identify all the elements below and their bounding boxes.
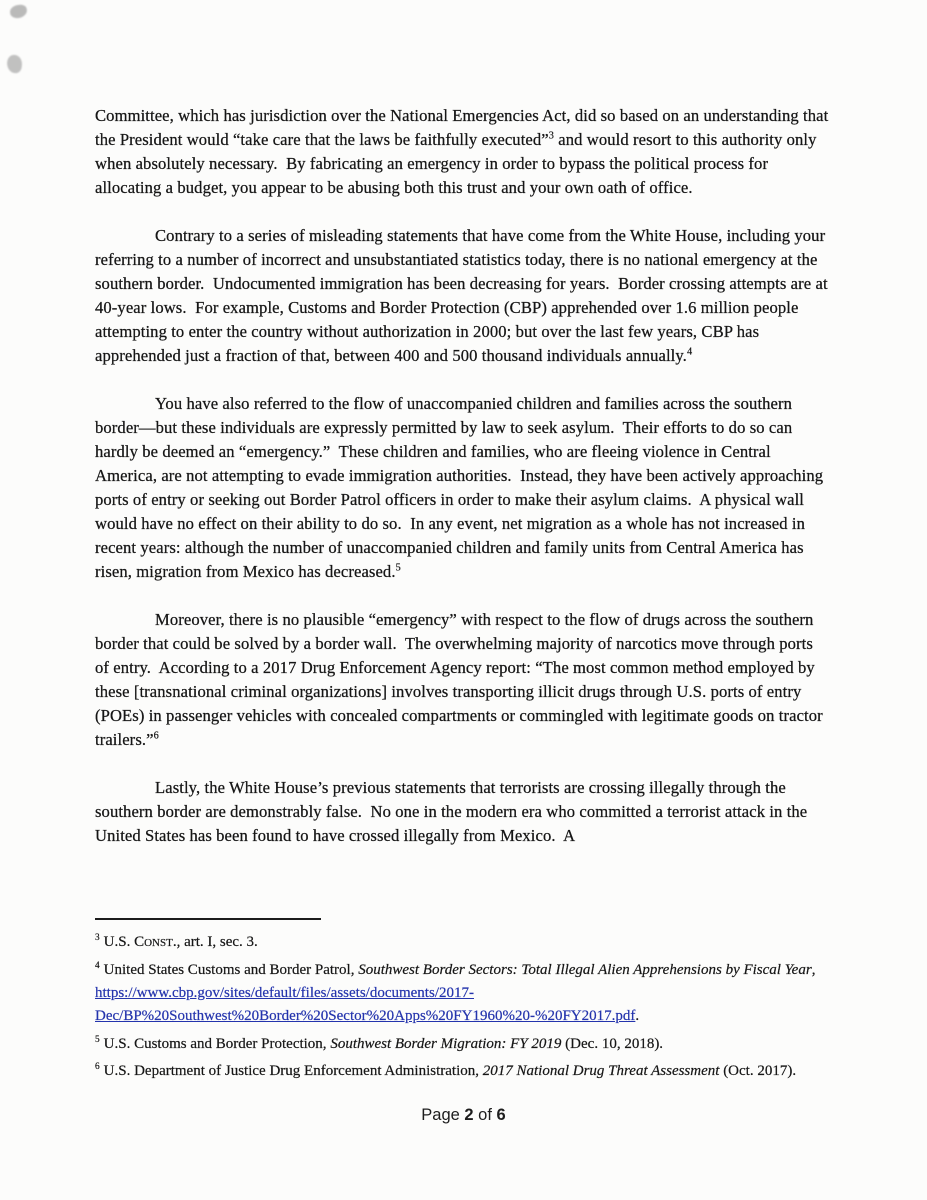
text-run: Page — [421, 1106, 465, 1124]
text-run: (Dec. 10, 2018). — [561, 1035, 664, 1052]
text-run: U.S. Department of Justice Drug Enforcement Administration, — [103, 1063, 483, 1080]
footnote-text — [95, 962, 815, 1024]
letter-body — [95, 104, 829, 872]
scan-artifact-mark — [6, 54, 23, 73]
footnote-marker: 4 — [95, 961, 100, 972]
text-run: , art. I, sec. 3. — [176, 934, 258, 951]
text-run: 2 — [464, 1106, 474, 1124]
hyperlink-text: https://www.cbp.gov/sites/default/files/assets/documents/2017-Dec/BP%20Southwest%20Border%20Sector%20Apps%20FY1960%20-%20FY2017.pdf — [95, 984, 636, 1024]
text-run: 6 — [496, 1106, 506, 1124]
text-run: United States Customs and Border Patrol, — [103, 962, 359, 979]
text-run: of — [473, 1106, 497, 1124]
footnote-marker: 5 — [95, 1034, 100, 1045]
footnote-reference-superscript: 6 — [153, 730, 159, 742]
text-run: Lastly, the White House’s previous statements that terrorists are crossing illegally through the southern border are demonstrably false. No one in the modern era who committed a terrorist attack in the United States has been found to have crossed illegally from Mexico. A — [95, 778, 808, 845]
text-run: Committee, which has jurisdiction over the National Emergencies Act, did so based on an understanding that the President would “take care that the laws be faithfully executed” — [95, 106, 829, 149]
text-run: Contrary to a series of misleading statements that have come from the White House, including your referring to a number of incorrect and unsubstantiated statistics today, there is no national emergency at the southern border. Undocumented immigration has been decreasing for years. Border crossing attempts are at 40-year lows. For example, Customs and Border Protection (CBP) apprehended over 1.6 million people attempting to enter the country without authorization in 2000; but over the last few years, CBP has apprehended just a fraction of that, between 400 and 500 thousand individuals annually. — [95, 226, 828, 365]
footnote-marker: 6 — [95, 1062, 100, 1073]
footnote-reference-superscript: 4 — [686, 346, 693, 358]
footnote-6 — [95, 1060, 829, 1083]
paragraph-terrorists-claim — [95, 776, 829, 848]
paragraph-committee-jurisdiction — [95, 104, 829, 200]
footnote-4 — [95, 959, 829, 1027]
text-run: and would resort to this authority only when absolutely necessary. By fabricating an emergency in order to bypass the political process for allocating a budget, you appear to be abusing both this trust and your own oath of office. — [95, 130, 817, 197]
text-run: , — [811, 962, 816, 979]
footnote-text — [104, 934, 258, 950]
text-run: Moreover, there is no plausible “emergency” with respect to the flow of drugs across the southern border that could be solved by a border wall. The overwhelming majority of narcotics move through ports of entry. According to a 2017 Drug Enforcement Agency report: “The most common method employed by these [transnational criminal organizations] involves transporting illicit drugs through U.S. ports of entry (POEs) in passenger vehicles with concealed compartments or commingled with legitimate goods on tractor trailers.” — [95, 610, 823, 749]
text-run: Southwest Border Sectors: Total Illegal Alien Apprehensions by Fiscal Year — [358, 962, 812, 979]
text-run: (Oct. 2017). — [719, 1063, 797, 1080]
footnote-reference-superscript: 3 — [548, 130, 554, 142]
footnotes-section — [95, 918, 829, 1088]
text-run: Const. — [134, 934, 177, 951]
paragraph-drug-flow — [95, 608, 829, 752]
text-run: . — [635, 1007, 640, 1024]
scan-artifact-mark — [9, 4, 28, 19]
page-number-footer — [0, 1106, 927, 1125]
footnote-reference-superscript: 5 — [395, 562, 401, 574]
footnote-separator-rule — [95, 918, 321, 920]
footnote-3 — [95, 931, 829, 954]
text-run: 2017 National Drug Threat Assessment — [482, 1063, 720, 1080]
paragraph-no-national-emergency — [95, 224, 829, 368]
text-run: U.S. Customs and Border Protection, — [103, 1035, 331, 1052]
text-run: You have also referred to the flow of unaccompanied children and families across the southern border—but these individuals are expressly permitted by law to seek asylum. Their efforts to do so can hardly be deemed an “emergency.” These children and families, who are fleeing violence in Central America, are not attempting to evade immigration authorities. Instead, they have been actively approaching ports of entry or seeking out Border Patrol officers in order to make their asylum claims. A physical wall would have no effect on their ability to do so. In any event, net migration as a whole has not increased in recent years: although the number of unaccompanied children and family units from Central America has risen, migration from Mexico has decreased. — [95, 394, 824, 581]
footnote-text — [104, 1036, 663, 1052]
footnote-text — [104, 1063, 796, 1079]
paragraph-unaccompanied-children — [95, 392, 829, 584]
footnote-5 — [95, 1033, 829, 1056]
text-run: U.S. — [103, 934, 135, 951]
footnote-marker: 3 — [95, 933, 100, 944]
text-run: Southwest Border Migration: FY 2019 — [330, 1035, 562, 1052]
